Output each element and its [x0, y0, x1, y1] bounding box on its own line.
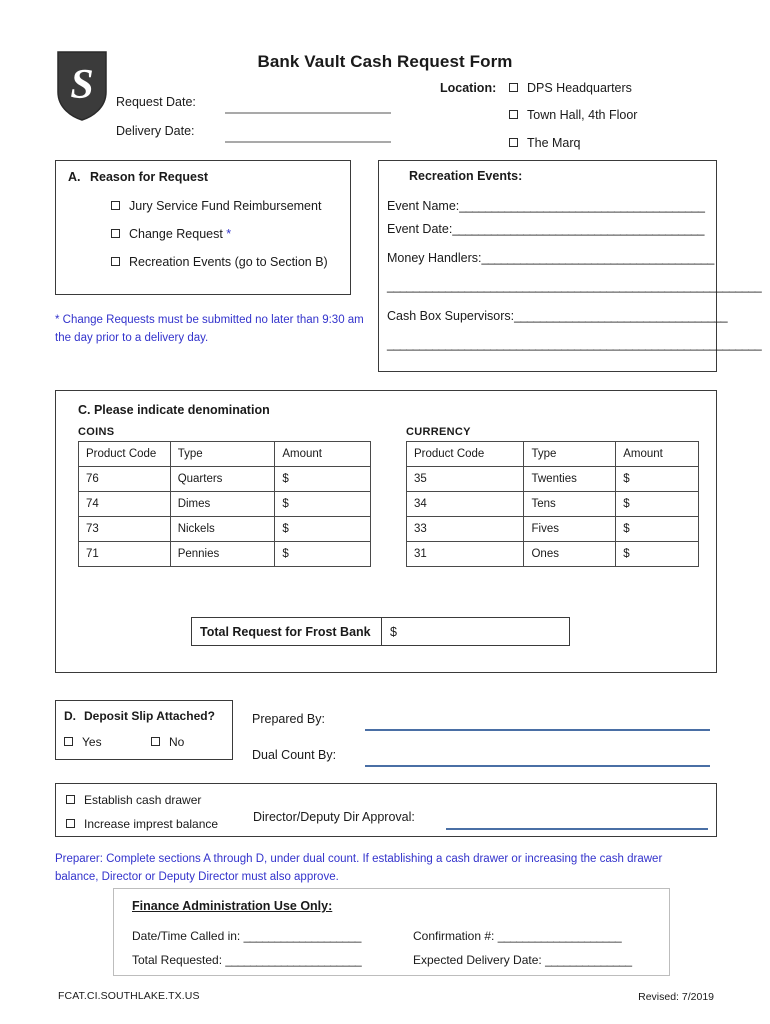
- section-d-option-label: Yes: [82, 735, 102, 749]
- delivery-date-label: Delivery Date:: [116, 124, 195, 138]
- footer-url: FCAT.CI.SOUTHLAKE.TX.US: [58, 990, 200, 1002]
- money-handlers-label: Money Handlers:: [387, 251, 482, 265]
- coins-code: 74: [79, 492, 171, 517]
- coins-code: 76: [79, 467, 171, 492]
- currency-col-amount: Amount: [616, 442, 699, 467]
- checkbox-deposit-slip-yes[interactable]: [64, 737, 73, 746]
- event-date-label: Event Date:: [387, 222, 453, 236]
- section-a-title: Reason for Request: [90, 170, 209, 184]
- checkbox-the-marq[interactable]: [509, 138, 518, 147]
- location-option-label: The Marq: [527, 136, 581, 150]
- coins-col-product-code: Product Code: [79, 442, 171, 467]
- prepared-by-label: Prepared By:: [252, 712, 325, 726]
- currency-caption: CURRENCY: [406, 426, 471, 438]
- confirmation-number-field[interactable]: [413, 929, 621, 943]
- confirmation-number-input[interactable]: ____________________: [497, 929, 622, 943]
- coins-code: 73: [79, 517, 171, 542]
- section-b-recreation-events: [378, 160, 762, 372]
- table-row: [79, 492, 371, 517]
- delivery-date-input[interactable]: [225, 141, 391, 143]
- request-date-input[interactable]: [225, 112, 391, 114]
- expected-delivery-date-label: Expected Delivery Date:: [413, 953, 542, 967]
- section-a-option-change-request[interactable]: [111, 227, 231, 241]
- table-row: [79, 517, 371, 542]
- section-c-denominations: [55, 390, 717, 673]
- event-date-input[interactable]: _______________________________________: [452, 222, 704, 236]
- money-handlers-field[interactable]: [387, 251, 714, 265]
- currency-col-type: Type: [524, 442, 616, 467]
- location-option-label: Town Hall, 4th Floor: [527, 108, 638, 122]
- section-d-letter: D.: [64, 709, 76, 723]
- currency-amount-input[interactable]: $: [616, 467, 699, 492]
- location-option-dps-headquarters[interactable]: [509, 81, 632, 95]
- section-a-option-label: Change Request *: [129, 227, 232, 241]
- table-row: [407, 542, 699, 567]
- money-handlers-field-line2[interactable]: [387, 279, 761, 293]
- dual-count-by-input[interactable]: [365, 765, 710, 767]
- checkbox-recreation-events[interactable]: [111, 257, 120, 266]
- location-option-town-hall[interactable]: [509, 108, 637, 122]
- checkbox-deposit-slip-no[interactable]: [151, 737, 160, 746]
- coins-type: Quarters: [170, 467, 275, 492]
- location-option-the-marq[interactable]: [509, 136, 581, 150]
- coins-caption: COINS: [78, 426, 115, 438]
- currency-amount-input[interactable]: $: [616, 517, 699, 542]
- section-a-option-recreation-events[interactable]: [111, 255, 328, 269]
- currency-amount-input[interactable]: $: [616, 492, 699, 517]
- coins-col-type: Type: [170, 442, 275, 467]
- total-request-label: Total Request for Frost Bank: [192, 618, 382, 646]
- currency-type: Ones: [524, 542, 616, 567]
- currency-code: 35: [407, 467, 524, 492]
- preparer-instructions: Preparer: Complete sections A through D, under dual count. If establishing a cash drawer or increasing the cash drawer balance, Director or Deputy Director must also approve.: [55, 853, 663, 884]
- cash-box-supervisors-input-line2[interactable]: __________________________________________________________: [387, 337, 762, 351]
- currency-type: Twenties: [524, 467, 616, 492]
- coins-amount-input[interactable]: $: [275, 492, 371, 517]
- location-label: Location:: [440, 81, 497, 95]
- section-e-option-increase-imprest-balance[interactable]: [66, 817, 218, 831]
- page-title: Bank Vault Cash Request Form: [257, 52, 513, 71]
- section-d-option-no[interactable]: [151, 735, 184, 749]
- confirmation-number-label: Confirmation #:: [413, 929, 495, 943]
- section-a-letter: A.: [68, 170, 81, 184]
- total-requested-label: Total Requested:: [132, 953, 223, 967]
- section-d-heading: [64, 709, 215, 723]
- finance-administration-box: [113, 888, 670, 976]
- currency-table: [406, 441, 699, 567]
- coins-type: Nickels: [170, 517, 275, 542]
- table-row: [407, 467, 699, 492]
- coins-col-amount: Amount: [275, 442, 371, 467]
- coins-amount-input[interactable]: $: [275, 542, 371, 567]
- section-a-option-label: Recreation Events (go to Section B): [129, 255, 328, 269]
- event-date-field[interactable]: [387, 222, 704, 236]
- cash-box-supervisors-field-line2[interactable]: [387, 337, 761, 351]
- table-row: [79, 467, 371, 492]
- checkbox-town-hall[interactable]: [509, 110, 518, 119]
- request-date-label: Request Date:: [116, 95, 196, 109]
- prepared-by-input[interactable]: [365, 729, 710, 731]
- section-b-title: Recreation Events:: [409, 169, 523, 183]
- checkbox-change-request[interactable]: [111, 229, 120, 238]
- event-name-field[interactable]: [387, 199, 704, 213]
- director-approval-input[interactable]: [446, 828, 708, 830]
- coins-amount-input[interactable]: $: [275, 467, 371, 492]
- finance-box-title: Finance Administration Use Only:: [132, 899, 333, 913]
- coins-table: [78, 441, 371, 567]
- event-name-label: Event Name:: [387, 199, 460, 213]
- date-time-called-in-label: Date/Time Called in:: [132, 929, 241, 943]
- total-requested-field[interactable]: [132, 953, 361, 967]
- section-e-option-label: Establish cash drawer: [84, 793, 202, 807]
- date-time-called-in-input[interactable]: ___________________: [243, 929, 361, 943]
- section-d-option-yes[interactable]: [64, 735, 102, 749]
- section-a-option-jury-service[interactable]: [111, 199, 321, 213]
- expected-delivery-date-input[interactable]: ______________: [545, 953, 632, 967]
- expected-delivery-date-field[interactable]: [413, 953, 632, 967]
- table-row: [407, 492, 699, 517]
- event-name-input[interactable]: ______________________________________: [459, 199, 705, 213]
- checkbox-jury-service[interactable]: [111, 201, 120, 210]
- money-handlers-input-line2[interactable]: __________________________________________________________: [387, 279, 762, 293]
- table-row: [79, 542, 371, 567]
- total-requested-input[interactable]: ______________________: [225, 953, 362, 967]
- location-option-label: DPS Headquarters: [527, 81, 632, 95]
- checkbox-increase-imprest-balance[interactable]: [66, 819, 75, 828]
- currency-code: 31: [407, 542, 524, 567]
- coins-amount-input[interactable]: $: [275, 517, 371, 542]
- checkbox-dps-headquarters[interactable]: [509, 83, 518, 92]
- total-request-input[interactable]: $: [382, 618, 570, 646]
- cash-box-supervisors-field[interactable]: [387, 309, 727, 323]
- currency-amount-input[interactable]: $: [616, 542, 699, 567]
- money-handlers-input[interactable]: ____________________________________: [481, 251, 714, 265]
- section-a: [55, 160, 351, 295]
- section-e-option-label: Increase imprest balance: [84, 817, 219, 831]
- section-d-option-label: No: [169, 735, 185, 749]
- section-a-option-label: Jury Service Fund Reimbursement: [129, 199, 322, 213]
- change-request-footnote: * Change Requests must be submitted no later than 9:30 am the day prior to a delivery day.: [55, 314, 364, 344]
- currency-code: 34: [407, 492, 524, 517]
- table-row: [407, 517, 699, 542]
- table-header-row: [79, 442, 371, 467]
- coins-type: Pennies: [170, 542, 275, 567]
- cash-box-supervisors-input[interactable]: _________________________________: [514, 309, 728, 323]
- section-e-option-establish-cash-drawer[interactable]: [66, 793, 201, 807]
- section-d-title: Deposit Slip Attached?: [84, 709, 215, 723]
- section-a-heading: [68, 170, 208, 184]
- checkbox-establish-cash-drawer[interactable]: [66, 795, 75, 804]
- footer-revision: Revised: 7/2019: [638, 991, 714, 1003]
- section-e-cash-drawer: [55, 783, 717, 837]
- currency-code: 33: [407, 517, 524, 542]
- currency-type: Fives: [524, 517, 616, 542]
- coins-type: Dimes: [170, 492, 275, 517]
- currency-type: Tens: [524, 492, 616, 517]
- section-d-deposit-slip: [55, 700, 233, 760]
- table-header-row: [407, 442, 699, 467]
- section-c-title: C. Please indicate denomination: [78, 403, 270, 417]
- director-approval-label: Director/Deputy Dir Approval:: [253, 810, 415, 824]
- cash-box-supervisors-label: Cash Box Supervisors:: [387, 309, 515, 323]
- total-request-row: [191, 617, 570, 646]
- currency-col-product-code: Product Code: [407, 442, 524, 467]
- dual-count-by-label: Dual Count By:: [252, 748, 337, 762]
- svg-text:S: S: [70, 62, 94, 108]
- coins-code: 71: [79, 542, 171, 567]
- date-time-called-in-field[interactable]: [132, 929, 361, 943]
